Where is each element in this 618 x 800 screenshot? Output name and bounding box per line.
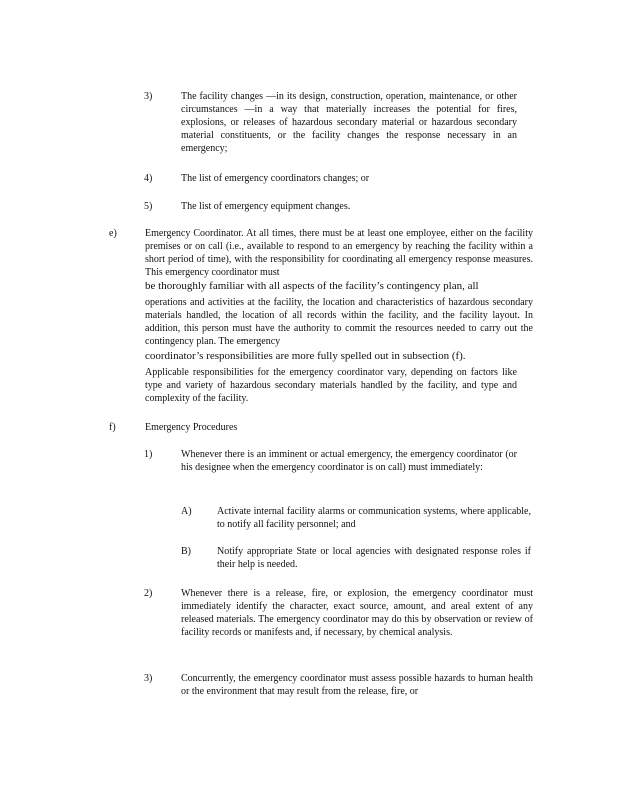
subitem-text: Activate internal facility alarms or communication systems, where applicable, to notify all facility personnel; and [217, 506, 531, 530]
item-text: The list of emergency equipment changes. [181, 201, 351, 212]
item-text: Whenever there is a release, fire, or explosion, the emergency coordinator must immediately identify the character, exact source, amount, and areal extent of any released materials. The emergency coordinator may do this by observation or review of facility records or manifests and, if necessary, by chemical analysis. [181, 588, 533, 638]
item-text: The list of emergency coordinators changes; or [181, 173, 370, 184]
subitem-text: Notify appropriate State or local agencies with designated response roles if their help is needed. [217, 546, 531, 570]
section-letter: e) [109, 228, 117, 239]
section-heading: Emergency Procedures [145, 422, 238, 433]
section-text-part2: be thoroughly familiar with all aspects of the facility’s contingency plan, all [145, 280, 479, 292]
item-number: 5) [144, 201, 153, 212]
section-letter: f) [109, 422, 116, 433]
item-number: 4) [144, 173, 153, 184]
item-number: 1) [144, 449, 153, 460]
item-text: Whenever there is an imminent or actual emergency, the emergency coordinator (or his designee when the emergency coordinator is on call) must immediately: [181, 449, 517, 473]
item-number: 3) [144, 673, 153, 684]
section-text-part3: operations and activities at the facility, the location and characteristics of hazardous secondary materials handled, the location of all records within the facility, and the facility layout. In addition, this person must have the authority to commit the resources needed to carry out the contingency plan. The emergency [145, 297, 533, 347]
item-number: 3) [144, 91, 153, 102]
subitem-letter: B) [181, 546, 191, 557]
item-text: The facility changes —in its design, construction, operation, maintenance, or other circumstances —in a way that materially increases the potential for fires, explosions, or releases of hazardous secondary material or hazardous secondary material constituents, or the facility changes the response necessary in an emergency; [181, 91, 517, 154]
section-text-part5: Applicable responsibilities for the emergency coordinator vary, depending on factors like type and variety of hazardous secondary materials handled by the facility, and type and complexity of the facility. [145, 367, 517, 404]
item-number: 2) [144, 588, 153, 599]
section-text-part1: Emergency Coordinator. At all times, there must be at least one employee, either on the facility premises or on call (i.e., available to respond to an emergency by reaching the facility within a short period of time), with the responsibility for coordinating all emergency response measures. This emergency coordinator must [145, 228, 533, 278]
section-text-part4: coordinator’s responsibilities are more fully spelled out in subsection (f). [145, 350, 466, 362]
subitem-letter: A) [181, 506, 192, 517]
item-text: Concurrently, the emergency coordinator must assess possible hazards to human health or the environment that may result from the release, fire, or [181, 673, 533, 697]
